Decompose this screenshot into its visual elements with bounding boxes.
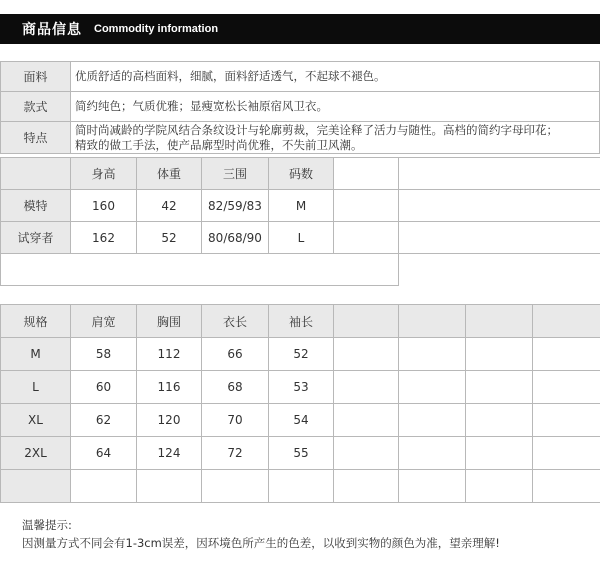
model-fit-table (0, 157, 600, 286)
notes-section (22, 516, 500, 552)
style-label: 款式 (1, 92, 71, 122)
size-label: 2XL (1, 437, 71, 470)
size-empty (466, 338, 533, 371)
tester-row-weight: 52 (137, 222, 202, 254)
fabric-value: 优质舒适的高档面料，细腻，面料舒适透气，不起球不褪色。 (71, 62, 600, 92)
size-sleeve: 53 (269, 371, 334, 404)
notes-title: 温馨提示: (22, 518, 72, 532)
style-value: 简约纯色；气质优雅；显瘦宽松长袖原宿风卫衣。 (71, 92, 600, 122)
size-header-empty (533, 305, 600, 338)
model-header-row (1, 158, 600, 190)
tester-row-empty (334, 222, 399, 254)
size-empty (137, 470, 202, 503)
size-chest: 120 (137, 404, 202, 437)
tester-row-measurements: 80/68/90 (202, 222, 269, 254)
model-empty-row (1, 254, 600, 286)
model-row-label: 模特 (1, 190, 71, 222)
size-row-m (1, 338, 600, 371)
header-title-cn: 商品信息 (22, 22, 82, 38)
model-header-size: 码数 (269, 158, 334, 190)
size-header-shoulder: 肩宽 (71, 305, 137, 338)
size-header-chest: 胸围 (137, 305, 202, 338)
size-empty (334, 470, 399, 503)
size-row-2xl (1, 437, 600, 470)
size-empty (466, 470, 533, 503)
size-length: 66 (202, 338, 269, 371)
size-header-row (1, 305, 600, 338)
feature-label: 特点 (1, 122, 71, 154)
feature-value-line-1: 简时尚减龄的学院风结合条纹设计与轮廓剪裁，完美诠释了活力与随性。高档的简约字母印花； (75, 122, 558, 137)
tester-row-label: 试穿者 (1, 222, 71, 254)
size-length: 68 (202, 371, 269, 404)
model-header-corner (1, 158, 71, 190)
size-empty (334, 338, 399, 371)
size-empty (71, 470, 137, 503)
size-empty (399, 371, 466, 404)
size-empty (466, 404, 533, 437)
size-empty (399, 470, 466, 503)
model-header-measurements: 三围 (202, 158, 269, 190)
size-empty (399, 437, 466, 470)
size-header-empty (466, 305, 533, 338)
size-length: 70 (202, 404, 269, 437)
size-sleeve: 55 (269, 437, 334, 470)
size-empty (269, 470, 334, 503)
size-empty (334, 437, 399, 470)
size-empty (533, 338, 600, 371)
size-row-blank (1, 470, 600, 503)
commodity-info-header (0, 14, 600, 44)
size-header-spec: 规格 (1, 305, 71, 338)
size-shoulder: 62 (71, 404, 137, 437)
size-sleeve: 54 (269, 404, 334, 437)
model-row-height: 160 (71, 190, 137, 222)
size-shoulder: 58 (71, 338, 137, 371)
model-header-weight: 体重 (137, 158, 202, 190)
tester-row (1, 222, 600, 254)
size-label (1, 470, 71, 503)
model-row (1, 190, 600, 222)
model-row-weight: 42 (137, 190, 202, 222)
size-label: XL (1, 404, 71, 437)
size-empty (533, 470, 600, 503)
model-header-empty (334, 158, 399, 190)
size-empty (334, 404, 399, 437)
model-row-size: M (269, 190, 334, 222)
size-length: 72 (202, 437, 269, 470)
feature-value (71, 122, 600, 154)
size-chart-table (0, 304, 600, 503)
size-empty (533, 437, 600, 470)
size-header-length: 衣长 (202, 305, 269, 338)
size-empty (202, 470, 269, 503)
model-row-empty (334, 190, 399, 222)
notes-text: 因测量方式不同会有1-3cm误差，因环境色所产生的色差，以收到实物的颜色为准，望亲理解! (22, 536, 500, 550)
size-header-empty (334, 305, 399, 338)
product-info-table (0, 61, 600, 154)
size-header-sleeve: 袖长 (269, 305, 334, 338)
feature-value-line-2: 精致的做工手法，使产品廓型时尚优雅，不失前卫风潮。 (75, 137, 363, 152)
size-chest: 124 (137, 437, 202, 470)
model-blank-area (399, 158, 600, 190)
size-empty (533, 371, 600, 404)
size-row-l (1, 371, 600, 404)
model-header-height: 身高 (71, 158, 137, 190)
size-empty (533, 404, 600, 437)
model-blank-area (399, 254, 600, 286)
size-chest: 116 (137, 371, 202, 404)
size-chest: 112 (137, 338, 202, 371)
tester-row-height: 162 (71, 222, 137, 254)
size-empty (399, 338, 466, 371)
model-row-measurements: 82/59/83 (202, 190, 269, 222)
size-row-xl (1, 404, 600, 437)
size-shoulder: 64 (71, 437, 137, 470)
tester-row-size: L (269, 222, 334, 254)
size-label: L (1, 371, 71, 404)
size-empty (466, 437, 533, 470)
size-shoulder: 60 (71, 371, 137, 404)
header-title-en: Commodity information (94, 23, 219, 35)
model-blank-area (399, 222, 600, 254)
fabric-label: 面料 (1, 62, 71, 92)
size-label: M (1, 338, 71, 371)
size-header-empty (399, 305, 466, 338)
style-row (1, 92, 600, 122)
model-blank-area (399, 190, 600, 222)
model-empty-cell (1, 254, 399, 286)
size-empty (334, 371, 399, 404)
fabric-row (1, 62, 600, 92)
size-empty (466, 371, 533, 404)
size-empty (399, 404, 466, 437)
size-sleeve: 52 (269, 338, 334, 371)
feature-row (1, 122, 600, 154)
